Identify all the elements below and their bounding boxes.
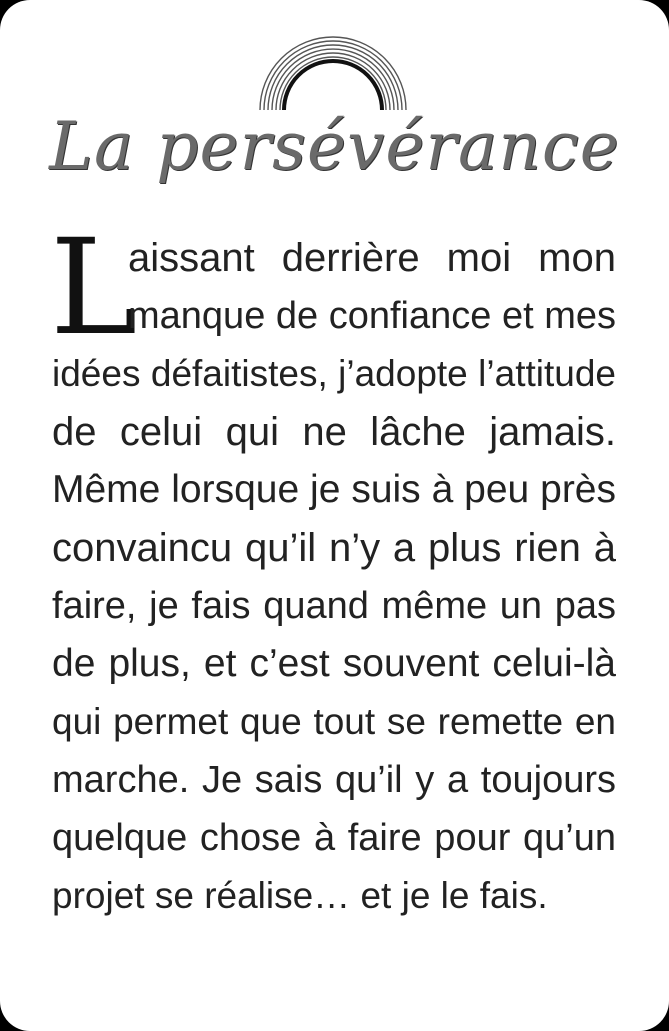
text-line: idées défaitistes, j’adopte l’attitude	[52, 353, 616, 394]
text-line: manque de confiance et mes	[128, 295, 616, 337]
text-line: qui permet que tout se remette en	[52, 701, 616, 742]
text-line: marche. Je sais qu’il y a toujours	[52, 759, 616, 801]
card-title: La persévérance	[49, 108, 620, 185]
text-line: quelque chose à faire pour qu’un	[52, 817, 616, 859]
text-line: faire, je fais quand même un pas	[52, 585, 616, 627]
text-line: projet se réalise… et je le fais.	[52, 875, 548, 916]
drop-cap: L	[50, 211, 138, 365]
text-line: Même lorsque je suis à peu près	[52, 468, 616, 511]
text-line: de celui qui ne lâche jamais.	[52, 410, 616, 454]
text-line: de plus, et c’est souvent celui-là	[52, 642, 616, 685]
text-line: convaincu qu’il n’y a plus rien à	[52, 526, 616, 570]
text-line: aissant derrière moi mon	[128, 236, 616, 280]
arch-ornament	[252, 32, 414, 112]
